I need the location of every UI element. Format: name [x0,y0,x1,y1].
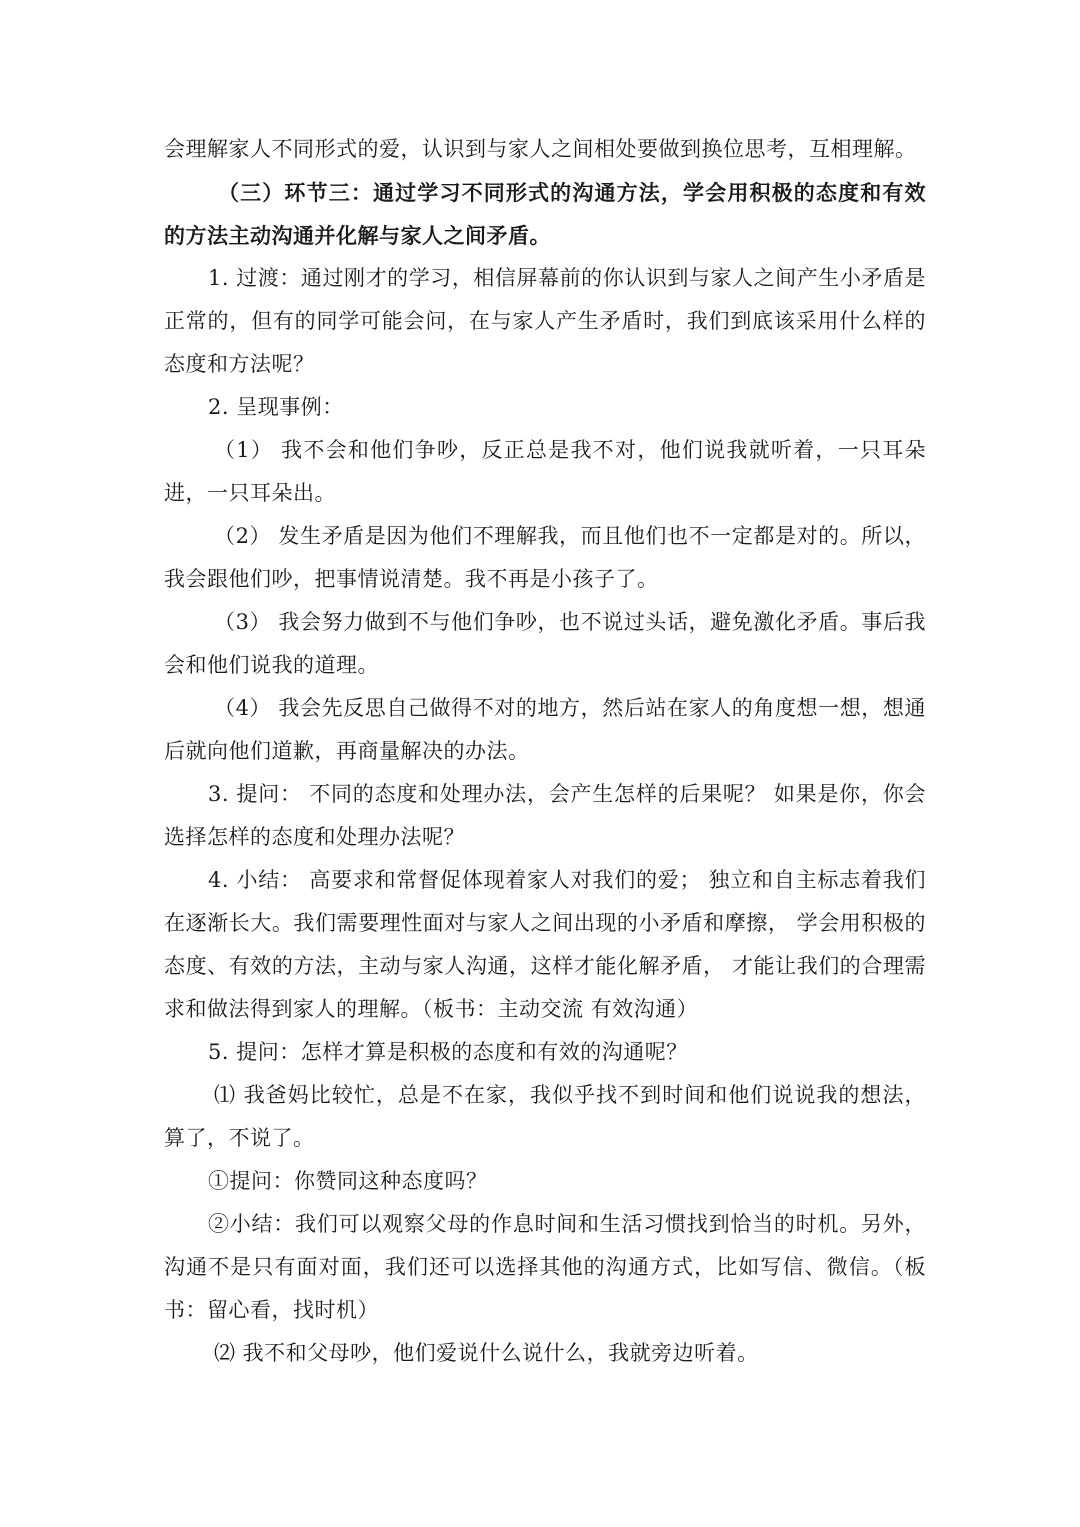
example-case-2: （2） 发生矛盾是因为他们不理解我，而且他们也不一定都是对的。所以，我会跟他们吵，把事情说清楚。我不再是小孩子了。 [164,524,926,591]
list-item-question: 3. 提问： 不同的态度和处理办法，会产生怎样的后果呢？ 如果是你，你会选择怎样的态度和处理办法呢？ [164,782,926,849]
sub-case-1: ⑴ 我爸妈比较忙，总是不在家，我似乎找不到时间和他们说说我的想法，算了，不说了。 [164,1083,926,1150]
document-page [164,128,926,1375]
sub-case-2: ⑵ 我不和父母吵，他们爱说什么说什么，我就旁边听着。 [214,1341,759,1365]
example-case-4: （4） 我会先反思自己做得不对的地方，然后站在家人的角度想一想，想通后就向他们道歉，再商量解决的办法。 [164,696,926,763]
list-item-summary: 4. 小结： 高要求和常督促体现着家人对我们的爱； 独立和自主标志着我们在逐渐长大。我们需要理性面对与家人之间出现的小矛盾和摩擦， 学会用积极的态度、有效的方法，主动与家人沟通，这样才能化解矛盾， 才能让我们的合理需求和做法得到家人的理解。（板书：主动交流 有效沟通） [164,868,926,1021]
sub-case-1-question: ①提问：你赞同这种态度吗？ [208,1169,488,1193]
sub-case-1-summary: ②小结：我们可以观察父母的作息时间和生活习惯找到恰当的时机。另外，沟通不是只有面对面，我们还可以选择其他的沟通方式，比如写信、微信。（板书：留心看，找时机） [164,1212,926,1322]
section-heading: （三）环节三：通过学习不同形式的沟通方法，学会用积极的态度和有效的方法主动沟通并化解与家人之间矛盾。 [164,180,926,248]
list-item-examples: 2. 呈现事例： [208,395,344,419]
example-case-3: （3） 我会努力做到不与他们争吵，也不说过头话，避免激化矛盾。事后我会和他们说我的道理。 [164,610,926,677]
paragraph-continuation: 会理解家人不同形式的爱，认识到与家人之间相处要做到换位思考，互相理解。 [164,137,917,161]
list-item-question-2: 5. 提问：怎样才算是积极的态度和有效的沟通呢？ [208,1040,688,1064]
example-case-1: （1） 我不会和他们争吵，反正总是我不对，他们说我就听着，一只耳朵进，一只耳朵出。 [164,438,926,505]
list-item-transition: 1. 过渡：通过刚才的学习，相信屏幕前的你认识到与家人之间产生小矛盾是正常的，但有的同学可能会问，在与家人产生矛盾时，我们到底该采用什么样的态度和方法呢？ [164,266,926,376]
